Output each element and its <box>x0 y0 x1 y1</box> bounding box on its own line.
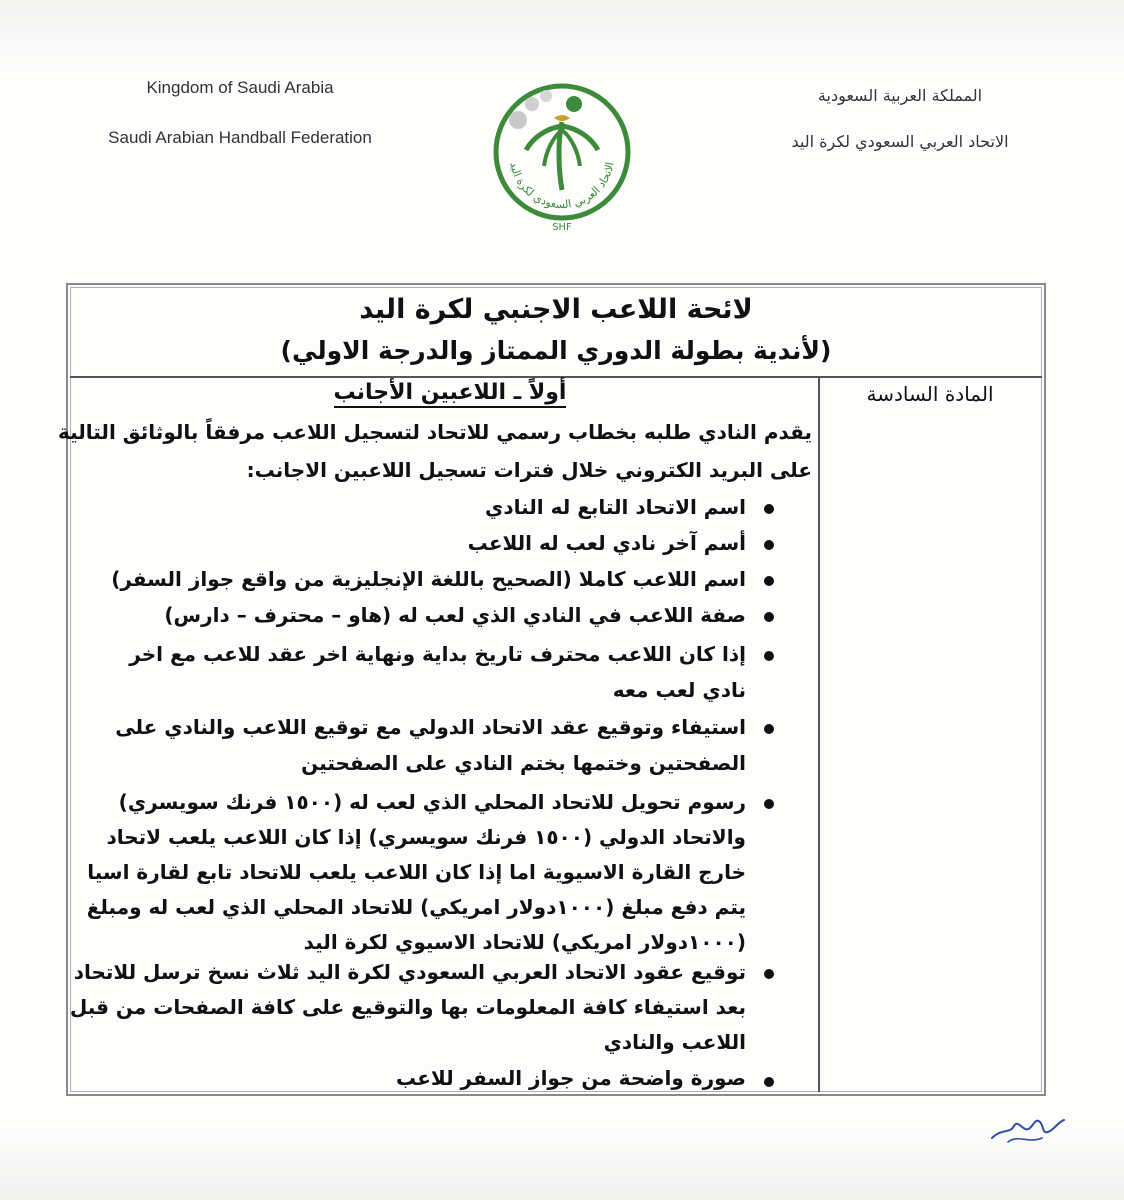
article-label: المادة السادسة <box>866 382 994 406</box>
list-item: استيفاء وتوقيع عقد الاتحاد الدولي مع توقيع اللاعب والنادي على <box>115 715 746 739</box>
list-item-continuation: بعد استيفاء كافة المعلومات بها والتوقيع على كافة الصفحات من قبل <box>69 995 746 1019</box>
list-item: توقيع عقود الاتحاد العربي السعودي لكرة اليد ثلاث نسخ ترسل للاتحاد <box>73 960 746 984</box>
handwritten-signature <box>984 1104 1074 1150</box>
list-item: رسوم تحويل للاتحاد المحلي الذي لعب له (١٥٠٠ فرنك سويسري) <box>118 790 746 814</box>
column-divider <box>818 377 820 1092</box>
section-heading <box>90 380 810 405</box>
section-heading-text: أولاً ـ اللاعبين الأجانب <box>334 380 567 408</box>
title-divider <box>70 376 1042 378</box>
bullet-icon <box>764 799 774 809</box>
list-item-continuation: خارج القارة الاسيوية اما إذا كان اللاعب يلعب للاتحاد تابع لقارة اسيا <box>87 860 746 884</box>
bullet-icon <box>764 576 774 586</box>
federation-logo <box>488 78 636 242</box>
logo-ring-text: الاتحاد العربي السعودي لكرة اليد <box>507 160 617 212</box>
bullet-icon <box>764 724 774 734</box>
list-item: أسم آخر نادي لعب له اللاعب <box>467 531 746 555</box>
bullet-icon <box>764 504 774 514</box>
bullet-icon <box>764 540 774 550</box>
list-item: صفة اللاعب في النادي الذي لعب له (هاو – محترف – دارس) <box>164 603 746 627</box>
document-title: لائحة اللاعب الاجنبي لكرة اليد <box>359 294 753 325</box>
list-item-continuation: يتم دفع مبلغ (١٠٠٠دولار امريكي) للاتحاد المحلي الذي لعب له ومبلغ <box>86 895 746 919</box>
document-subtitle: (لأندية بطولة الدوري الممتاز والدرجة الاولي) <box>280 336 832 365</box>
bullet-icon <box>764 651 774 661</box>
list-item: صورة واضحة من جواز السفر للاعب <box>396 1066 746 1090</box>
list-item: اسم اللاعب كاملا (الصحيح باللغة الإنجليزية من واقع جواز السفر) <box>111 567 746 591</box>
logo-abbreviation: SHF <box>552 222 572 233</box>
english-country-name: Kingdom of Saudi Arabia <box>146 78 334 97</box>
english-federation-name: Saudi Arabian Handball Federation <box>108 128 372 147</box>
list-item: اسم الاتحاد التابع له النادي <box>485 495 746 519</box>
list-item-continuation: اللاعب والنادي <box>603 1030 746 1054</box>
arabic-country-name: المملكة العربية السعودية <box>817 86 983 105</box>
intro-line: يقدم النادي طلبه بخطاب رسمي للاتحاد لتسجيل اللاعب مرفقاً بالوثائق التالية <box>57 420 812 444</box>
list-item: إذا كان اللاعب محترف تاريخ بداية ونهاية اخر عقد للاعب مع اخر <box>129 642 746 666</box>
list-item-continuation: الصفحتين وختمها بختم النادي على الصفحتين <box>301 751 746 775</box>
intro-line: على البريد الكتروني خلال فترات تسجيل اللاعبين الاجانب: <box>246 458 812 482</box>
bullet-icon <box>764 1077 774 1087</box>
bullet-icon <box>764 612 774 622</box>
list-item-continuation: (١٠٠٠دولار امريكي) للاتحاد الاسيوي لكرة اليد <box>303 930 746 954</box>
list-item-continuation: نادي لعب معه <box>612 678 746 702</box>
arabic-federation-name: الاتحاد العربي السعودي لكرة اليد <box>791 132 1009 151</box>
bullet-icon <box>764 969 774 979</box>
list-item-continuation: والاتحاد الدولي (١٥٠٠ فرنك سويسري) إذا كان اللاعب يلعب لاتحاد <box>106 825 746 849</box>
